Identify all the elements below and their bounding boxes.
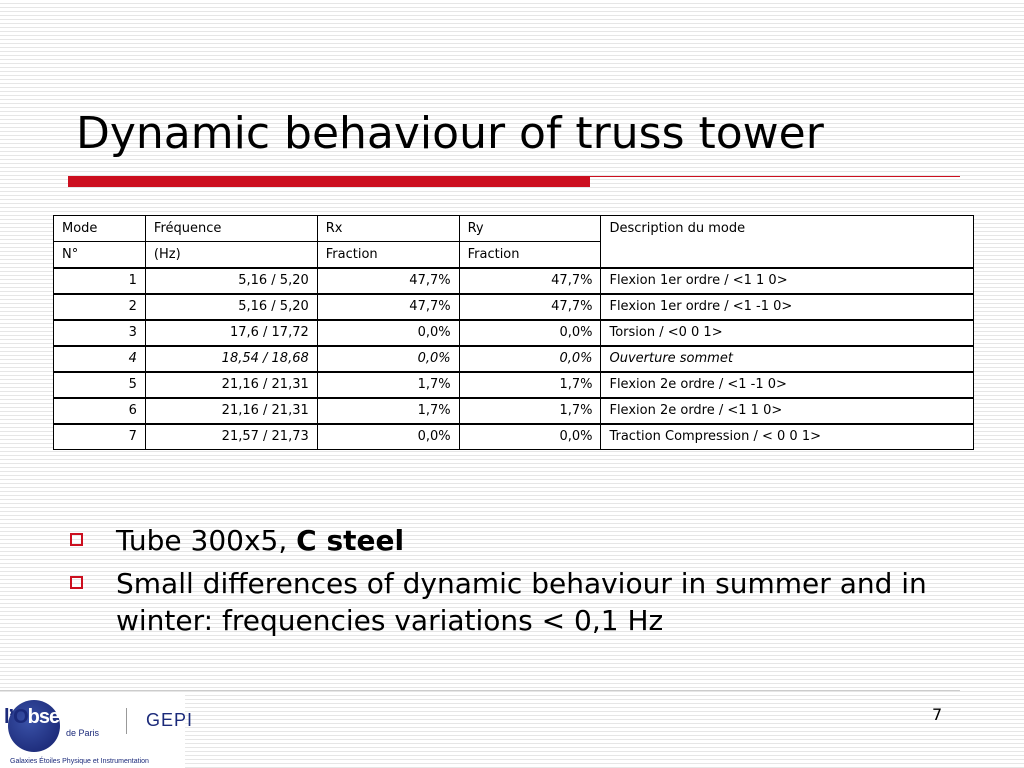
cell-mode: 7 <box>54 424 146 450</box>
subheader-ry: Fraction <box>459 242 601 268</box>
cell-rx: 0,0% <box>317 320 459 346</box>
slide-title: Dynamic behaviour of truss tower <box>76 108 824 159</box>
bullet-list <box>68 522 968 645</box>
observatoire-logo <box>0 692 194 768</box>
cell-frequence: 5,16 / 5,20 <box>145 294 317 320</box>
cell-rx: 1,7% <box>317 398 459 424</box>
cell-description: Flexion 1er ordre / <1 -1 0> <box>601 294 974 320</box>
subheader-rx: Fraction <box>317 242 459 268</box>
cell-frequence: 17,6 / 17,72 <box>145 320 317 346</box>
table-row <box>54 268 974 294</box>
cell-ry: 0,0% <box>459 346 601 372</box>
cell-mode: 4 <box>54 346 146 372</box>
cell-description: Flexion 2e ordre / <1 -1 0> <box>601 372 974 398</box>
bullet-item <box>68 522 968 559</box>
cell-mode: 3 <box>54 320 146 346</box>
cell-frequence: 5,16 / 5,20 <box>145 268 317 294</box>
cell-description: Flexion 2e ordre / <1 1 0> <box>601 398 974 424</box>
cell-ry: 0,0% <box>459 424 601 450</box>
cell-ry: 47,7% <box>459 268 601 294</box>
table-row <box>54 372 974 398</box>
logo-partner: GEPI <box>146 710 194 730</box>
square-bullet-icon <box>70 533 83 546</box>
cell-mode: 1 <box>54 268 146 294</box>
header-ry: Ry <box>459 216 601 242</box>
logo-sub: de Paris <box>66 728 100 738</box>
cell-ry: 1,7% <box>459 398 601 424</box>
cell-ry: 0,0% <box>459 320 601 346</box>
cell-frequence: 21,16 / 21,31 <box>145 398 317 424</box>
cell-rx: 0,0% <box>317 346 459 372</box>
table-row <box>54 320 974 346</box>
modes-table <box>53 215 974 450</box>
subheader-frequence: (Hz) <box>145 242 317 268</box>
bullet-bold-text: C steel <box>296 524 405 557</box>
page-number: 7 <box>932 705 943 724</box>
bullet-item <box>68 565 968 639</box>
cell-description: Traction Compression / < 0 0 1> <box>601 424 974 450</box>
header-mode: Mode <box>54 216 146 242</box>
cell-ry: 47,7% <box>459 294 601 320</box>
subheader-mode: N° <box>54 242 146 268</box>
bullet-text: Small differences of dynamic behaviour in summer and in winter: frequencies variations < 0,1 Hz <box>116 567 927 637</box>
cell-rx: 47,7% <box>317 294 459 320</box>
cell-rx: 47,7% <box>317 268 459 294</box>
table-header-row <box>54 216 974 242</box>
cell-mode: 2 <box>54 294 146 320</box>
logo-name-rest: bservatoire <box>27 706 125 728</box>
cell-description: Ouverture sommet <box>601 346 974 372</box>
header-rx: Rx <box>317 216 459 242</box>
logo-name-prefix: l’O <box>4 706 28 728</box>
header-description: Description du mode <box>601 216 974 268</box>
cell-frequence: 18,54 / 18,68 <box>145 346 317 372</box>
table-row <box>54 398 974 424</box>
cell-ry: 1,7% <box>459 372 601 398</box>
bullet-text: Tube 300x5, <box>116 524 297 557</box>
cell-mode: 6 <box>54 398 146 424</box>
square-bullet-icon <box>70 576 83 589</box>
logo-name <box>4 706 125 729</box>
cell-description: Torsion / <0 0 1> <box>601 320 974 346</box>
table-row <box>54 346 974 372</box>
cell-mode: 5 <box>54 372 146 398</box>
cell-description: Flexion 1er ordre / <1 1 0> <box>601 268 974 294</box>
cell-frequence: 21,57 / 21,73 <box>145 424 317 450</box>
table-row <box>54 294 974 320</box>
title-underline-thick <box>68 176 590 187</box>
table-row <box>54 424 974 450</box>
cell-rx: 1,7% <box>317 372 459 398</box>
header-frequence: Fréquence <box>145 216 317 242</box>
cell-rx: 0,0% <box>317 424 459 450</box>
footer-divider <box>0 690 960 691</box>
logo-separator <box>126 708 127 734</box>
title-underline-thin <box>590 176 960 177</box>
cell-frequence: 21,16 / 21,31 <box>145 372 317 398</box>
logo-tagline: Galaxies Étoiles Physique et Instrumentation <box>10 758 149 765</box>
